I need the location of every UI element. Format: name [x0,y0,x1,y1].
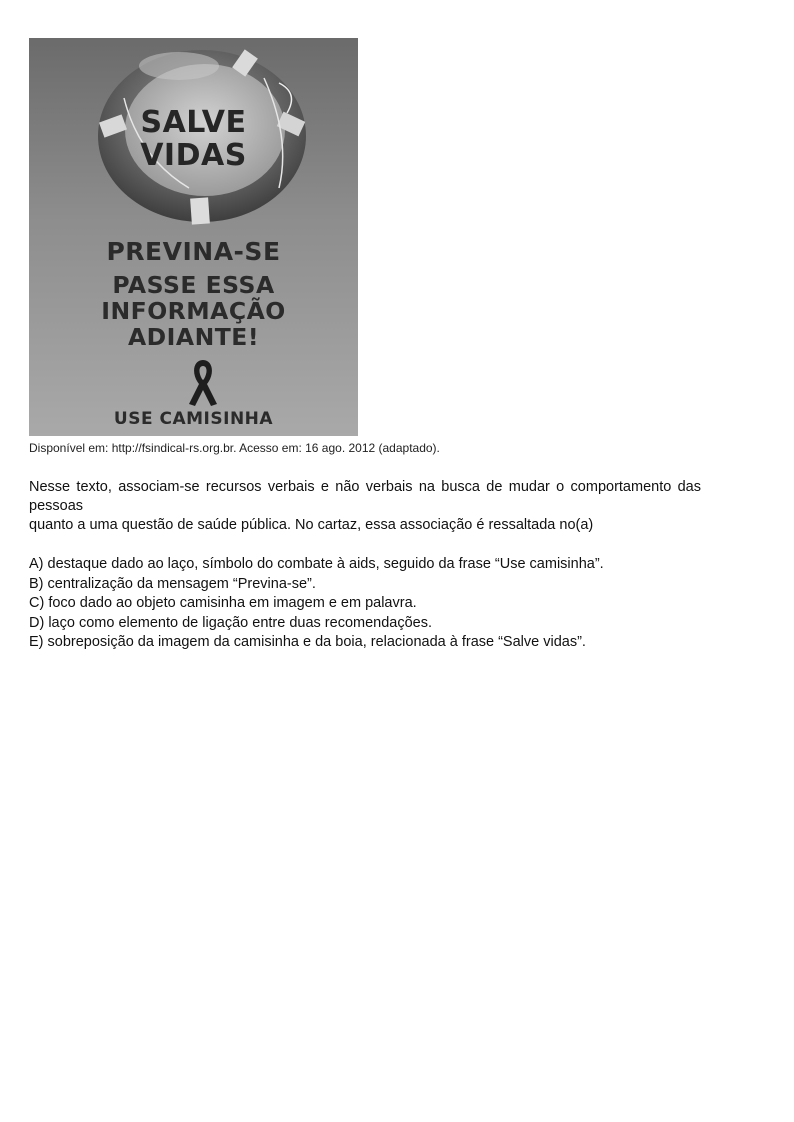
answer-options [29,555,749,653]
option-d[interactable]: D) laço como elemento de ligação entre duas recomendações. [29,614,433,631]
poster-previna: PREVINA-SE [106,237,281,266]
poster-adiante: ADIANTE! [127,323,260,351]
poster-passe-block [29,272,358,350]
option-e[interactable]: E) sobreposição da imagem da camisinha e da boia, relacionada à frase “Salve vidas”. [29,634,586,650]
option-c[interactable]: C) foco dado ao objeto camisinha em imagem e em palavra. [29,595,417,611]
poster-informacao: INFORMAÇÃO [101,297,286,325]
poster-headline-line2: VIDAS [140,138,247,173]
awareness-ribbon-icon [189,360,217,406]
poster-use-camisinha: USE CAMISINHA [113,409,274,429]
campaign-poster [29,38,358,436]
question-line-1: Nesse texto, associam-se recursos verbais e não verbais na busca de mudar o comportamento das [29,479,701,495]
question-line-2: pessoas [29,498,84,514]
poster-headline-line1: SALVE [140,105,247,140]
poster-passe: PASSE ESSA [112,271,275,299]
option-b[interactable]: B) centralização da mensagem “Previna-se”. [29,575,316,592]
poster-headline [29,106,358,172]
question-line-3: quanto a uma questão de saúde pública. No cartaz, essa associação é ressaltada no(a) [29,517,594,533]
question-stem [29,478,701,535]
option-a[interactable]: A) destaque dado ao laço, símbolo do combate à aids, seguido da frase “Use camisinha”. [29,556,604,572]
source-citation: Disponível em: http://fsindical-rs.org.br. Acesso em: 16 ago. 2012 (adaptado). [29,441,440,455]
